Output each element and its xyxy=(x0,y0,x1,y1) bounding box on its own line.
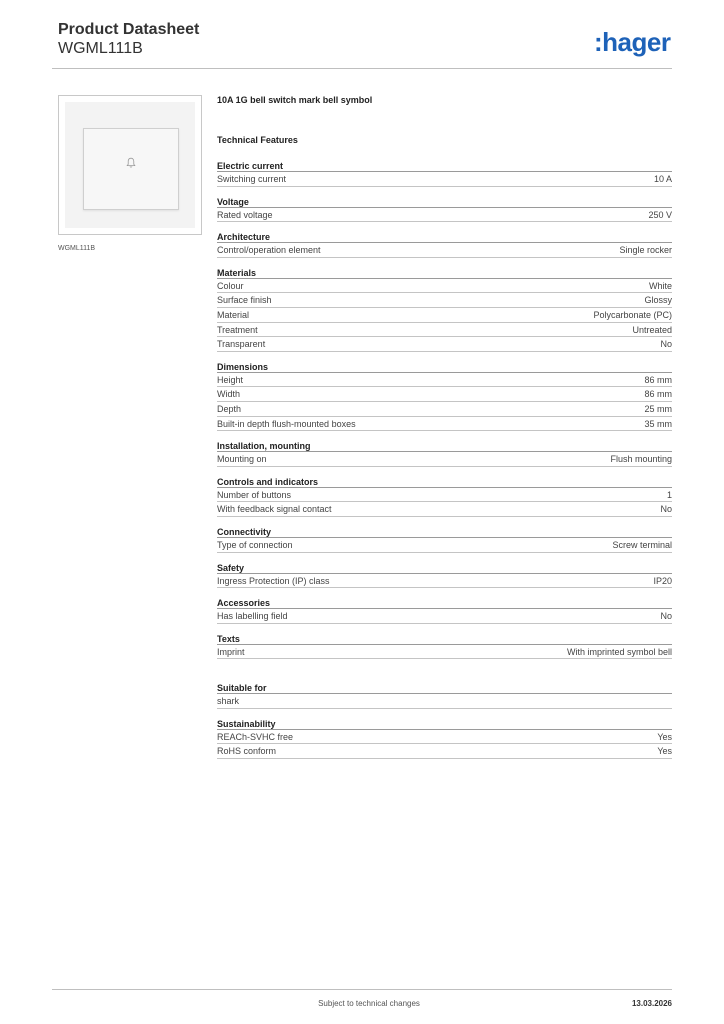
section xyxy=(217,633,672,660)
spec-value: Flush mounting xyxy=(610,454,672,465)
section-title: Controls and indicators xyxy=(217,476,672,488)
section-title: Connectivity xyxy=(217,526,672,538)
spec-value: Screw terminal xyxy=(612,539,672,550)
spec-row xyxy=(217,373,672,388)
feature-sections xyxy=(217,160,672,659)
technical-features-heading: Technical Features xyxy=(217,135,298,145)
spec-label: Imprint xyxy=(217,646,245,657)
spec-row xyxy=(217,488,672,503)
section xyxy=(217,597,672,624)
section-title: Accessories xyxy=(217,597,672,609)
spec-label: shark xyxy=(217,696,240,707)
spec-label: Ingress Protection (IP) class xyxy=(217,575,330,586)
spec-value: Yes xyxy=(657,746,672,757)
section xyxy=(217,267,672,352)
spec-row xyxy=(217,402,672,417)
section-title: Voltage xyxy=(217,196,672,208)
spec-row xyxy=(217,502,672,517)
switch-plate xyxy=(65,102,195,228)
spec-value: Single rocker xyxy=(619,245,672,256)
section xyxy=(217,361,672,431)
spec-label: Depth xyxy=(217,403,242,414)
spec-row xyxy=(217,172,672,187)
spec-row xyxy=(217,609,672,624)
section-title: Sustainability xyxy=(217,718,672,730)
footer-note: Subject to technical changes xyxy=(318,999,420,1008)
spec-value: No xyxy=(660,339,672,350)
spec-value: Untreated xyxy=(632,324,672,335)
spec-row xyxy=(217,387,672,402)
section xyxy=(217,476,672,517)
spec-label: With feedback signal contact xyxy=(217,504,332,515)
spec-label: Type of connection xyxy=(217,539,293,550)
section xyxy=(217,231,672,258)
spec-value: 86 mm xyxy=(644,374,672,385)
spec-row xyxy=(217,337,672,352)
spec-row xyxy=(217,308,672,323)
spec-row xyxy=(217,279,672,294)
section-title: Suitable for xyxy=(217,682,672,694)
spec-label: Surface finish xyxy=(217,295,272,306)
spec-row xyxy=(217,452,672,467)
section xyxy=(217,160,672,187)
spec-label: Height xyxy=(217,374,244,385)
spec-row xyxy=(217,645,672,660)
section xyxy=(217,562,672,589)
spec-row xyxy=(217,243,672,258)
spec-value: No xyxy=(660,611,672,622)
spec-value: White xyxy=(648,280,672,291)
spec-label: Control/operation element xyxy=(217,245,321,256)
section xyxy=(217,526,672,553)
spec-label: Rated voltage xyxy=(217,209,273,220)
spec-row xyxy=(217,538,672,553)
footer-date: 13.03.2026 xyxy=(631,999,672,1008)
spec-value: 86 mm xyxy=(644,389,672,400)
spec-label: Transparent xyxy=(217,339,266,350)
product-image xyxy=(58,95,202,235)
spec-value: 1 xyxy=(666,489,672,500)
section xyxy=(217,682,672,709)
spec-row xyxy=(217,417,672,432)
spec-label: Colour xyxy=(217,280,244,291)
spec-row xyxy=(217,730,672,745)
extra-sections xyxy=(217,682,672,759)
section-gap xyxy=(217,668,672,682)
spec-row xyxy=(217,744,672,759)
hager-logo: :hager xyxy=(594,27,671,57)
spec-label: Number of buttons xyxy=(217,489,292,500)
spec-value: Polycarbonate (PC) xyxy=(593,309,672,320)
section-title: Installation, mounting xyxy=(217,440,672,452)
spec-value: 25 mm xyxy=(644,403,672,414)
image-caption: WGML111B xyxy=(58,245,96,252)
footer-divider xyxy=(52,989,672,990)
product-code: WGML111B xyxy=(58,40,143,57)
spec-value: No xyxy=(660,504,672,515)
section-title: Dimensions xyxy=(217,361,672,373)
spec-value: Glossy xyxy=(644,295,672,306)
section-title: Materials xyxy=(217,267,672,279)
spec-value: 35 mm xyxy=(644,418,672,429)
spec-label: Built-in depth flush-mounted boxes xyxy=(217,418,356,429)
spec-value: IP20 xyxy=(653,575,672,586)
spec-label: Width xyxy=(217,389,241,400)
spec-value: Yes xyxy=(657,731,672,742)
section-title: Texts xyxy=(217,633,672,645)
spec-label: Switching current xyxy=(217,174,287,184)
datasheet-content xyxy=(217,95,672,768)
section-title: Safety xyxy=(217,562,672,574)
spec-label: Has labelling field xyxy=(217,611,288,622)
header-divider xyxy=(52,68,672,69)
spec-label: REACh-SVHC free xyxy=(217,731,294,742)
spec-row xyxy=(217,293,672,308)
page-title: Product Datasheet xyxy=(58,21,200,38)
section-title: Electric current xyxy=(217,160,672,172)
spec-label: RoHS conform xyxy=(217,746,277,757)
spec-row xyxy=(217,694,672,709)
section xyxy=(217,196,672,223)
spec-value: 10 A xyxy=(653,174,672,184)
spec-label: Material xyxy=(217,309,250,320)
bell-icon xyxy=(125,157,137,169)
spec-label: Treatment xyxy=(217,324,258,335)
spec-label: Mounting on xyxy=(217,454,267,465)
section xyxy=(217,440,672,467)
section xyxy=(217,718,672,759)
spec-value: 250 V xyxy=(648,209,672,220)
spec-row xyxy=(217,323,672,338)
spec-row xyxy=(217,574,672,589)
product-title: 10A 1G bell switch mark bell symbol xyxy=(217,95,373,105)
section-title: Architecture xyxy=(217,231,672,243)
spec-value: With imprinted symbol bell xyxy=(566,646,672,657)
switch-rocker xyxy=(83,128,179,210)
spec-row xyxy=(217,208,672,223)
